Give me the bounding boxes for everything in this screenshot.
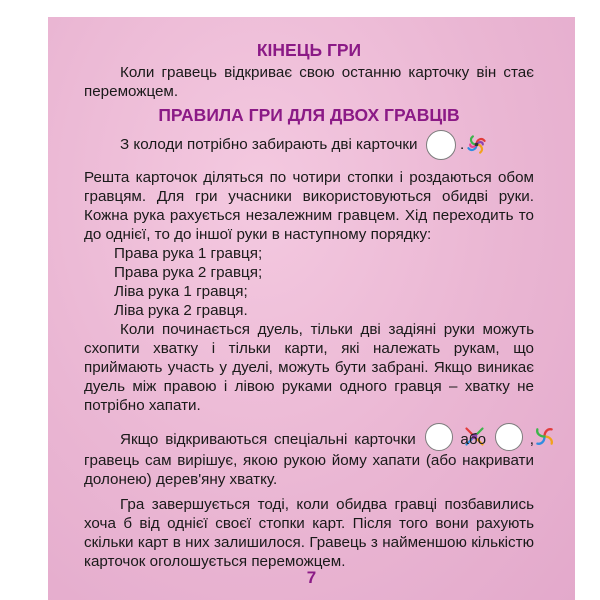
page-content [84, 39, 534, 571]
list-item: Ліва рука 2 гравця. [114, 302, 248, 319]
rules-intro-text: З колоди потрібно забирають дві карточки [120, 136, 418, 154]
special-cards-text-a: Якщо відкриваються спеціальні карточки [120, 431, 416, 449]
page-number: 7 [306, 568, 317, 587]
end-game-text: Коли гравець відкриває свою останню карточку він стає переможцем. [84, 64, 534, 100]
arrows-out-card-icon [495, 423, 523, 451]
deal-paragraph: Решта карточок діляться по чотири стопки і роздаються обом гравцям. Для гри учасники використовуються обидві руки. Кожна рука рахується незалежним гравцем. Хід переходить то до однієї, то до іншої руки в наступному порядку: [84, 169, 534, 243]
spiral-card-icon [426, 130, 456, 160]
arrows-in-card-icon [425, 423, 453, 451]
special-cards-text-b: , гравець сам вирішує, якою рукою йому хапати (або накривати долонею) дерев'яну хватку. [84, 431, 534, 488]
end-game-heading: КІНЕЦЬ ГРИ [256, 40, 362, 60]
special-cards-paragraph [84, 429, 534, 489]
duel-paragraph: Коли починається дуель, тільки дві задіяні руки можуть схопити хватку і тільки карти, які належать рукам, що приймають участь у дуелі, можуть бути забрані. Якщо виникає дуель між правою і лівою руками одного гравця – хватку не потрібно хапати. [84, 321, 534, 414]
book-page [48, 17, 575, 600]
list-item: Ліва рука 1 гравця; [114, 283, 248, 300]
special-cards-or: або [460, 431, 487, 449]
rules-intro-line [84, 130, 534, 160]
hand-order-list [84, 244, 534, 320]
two-player-rules-heading: ПРАВИЛА ГРИ ДЛЯ ДВОХ ГРАВЦІВ [158, 105, 460, 125]
list-item: Права рука 2 гравця; [114, 264, 263, 281]
game-end-paragraph: Гра завершується тоді, коли обидва гравці позбавились хоча б від однієї своєї стопки карт. Після того вони рахують скільки карт в них залишилося. Гравець з найменшою кількістю карточок оголошується переможцем. [84, 496, 534, 570]
rules-intro-end: . [460, 136, 465, 154]
list-item: Права рука 1 гравця; [114, 245, 263, 262]
